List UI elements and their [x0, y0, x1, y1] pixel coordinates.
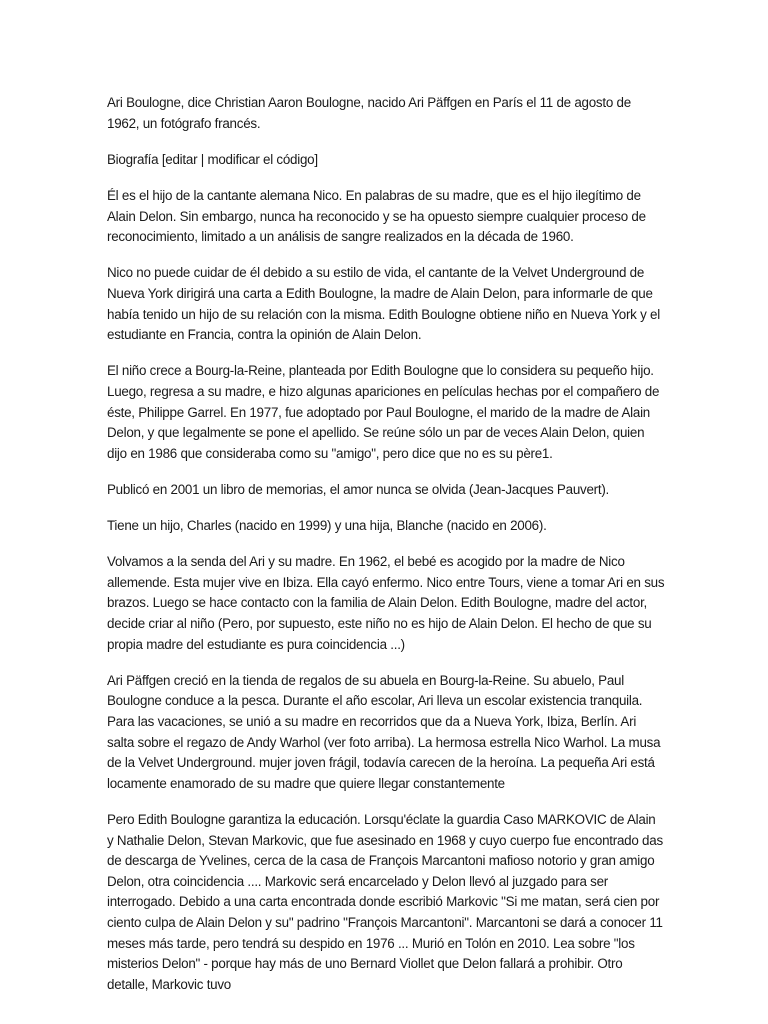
body-paragraph: Tiene un hijo, Charles (nacido en 1999) y una hija, Blanche (nacido en 2006).	[107, 518, 547, 534]
body-paragraph: Volvamos a la senda del Ari y su madre. En 1962, el bebé es acogido por la madre de Nico allemende. Esta mujer vive en Ibiza. Ella cayó enfermo. Nico entre Tours, viene a tomar Ari en sus brazos. Luego se hace contacto con la familia de Alain Delon. Edith Boulogne, madre del actor, decide criar al niño (Pero, por supuesto, este niño no es hijo de Alain Delon. El hecho de que su propia madre del estudiante es pura coincidencia ...)	[107, 554, 665, 652]
body-paragraph: Él es el hijo de la cantante alemana Nico. En palabras de su madre, que es el hijo ilegítimo de Alain Delon. Sin embargo, nunca ha reconocido y se ha opuesto siempre cualquier proceso de reconocimiento, limitado a un análisis de sangre realizados en la década de 1960.	[107, 187, 646, 245]
body-paragraph: Ari Päffgen creció en la tienda de regalos de su abuela en Bourg-la-Reine. Su abuelo, Paul Boulogne conduce a la pesca. Durante el año escolar, Ari lleva un escolar existencia tranquila. Para las vacaciones, se unió a su madre en recorridos que da a Nueva York, Ibiza, Berlín. Ari salta sobre el regazo de Andy Warhol (ver foto arriba). La hermosa estrella Nico Warhol. La musa de la Velvet Underground. mujer joven frágil, todavía carecen de la heroína. La pequeña Ari está locamente enamorado de su madre que quiere llegar constantemente	[107, 672, 661, 791]
body-paragraph: Nico no puede cuidar de él debido a su estilo de vida, el cantante de la Velvet Underground de Nueva York dirigirá una carta a Edith Boulogne, la madre de Alain Delon, para informarle de que había tenido un hijo de su relación con la misma. Edith Boulogne obtiene niño en Nueva York y el estudiante en Francia, contra la opinión de Alain Delon.	[107, 265, 660, 343]
section-heading-biografia: Biografía [editar | modificar el código]	[107, 151, 318, 167]
body-paragraph: Pero Edith Boulogne garantiza la educación. Lorsqu'éclate la guardia Caso MARKOVIC de Alain y Nathalie Delon, Stevan Markovic, que fue asesinado en 1968 y cuyo cuerpo fue encontrado das de descarga de Yvelines, cerca de la casa de François Marcantoni mafioso notorio y gran amigo Delon, otra coincidencia .... Markovic será encarcelado y Delon llevó al juzgado para ser interrogado. Debido a una carta encontrada donde escribió Markovic "Si me matan, será cien por ciento culpa de Alain Delon y su" padrino "François Marcantoni". Marcantoni se dará a conocer 11 meses más tarde, pero tendrá su despido en 1976 ... Murió en Tolón en 2010. Lea sobre "los misterios Delon" - porque hay más de uno Bernard Viollet que Delon fallará a prohibir. Otro detalle, Markovic tuvo	[107, 811, 663, 992]
document-page	[107, 93, 665, 1011]
body-paragraph: El niño crece a Bourg-la-Reine, planteada por Edith Boulogne que lo considera su pequeño hijo. Luego, regresa a su madre, e hizo algunas apariciones en películas hechas por el compañero de éste, Philippe Garrel. En 1977, fue adoptado por Paul Boulogne, el marido de la madre de Alain Delon, y que legalmente se pone el apellido. Se reúne sólo un par de veces Alain Delon, quien dijo en 1986 que consideraba como su "amigo", pero dice que no es su père1.	[107, 363, 660, 461]
intro-paragraph: Ari Boulogne, dice Christian Aaron Boulogne, nacido Ari Päffgen en París el 11 de agosto de 1962, un fotógrafo francés.	[107, 95, 631, 131]
body-paragraph: Publicó en 2001 un libro de memorias, el amor nunca se olvida (Jean-Jacques Pauvert).	[107, 481, 610, 497]
